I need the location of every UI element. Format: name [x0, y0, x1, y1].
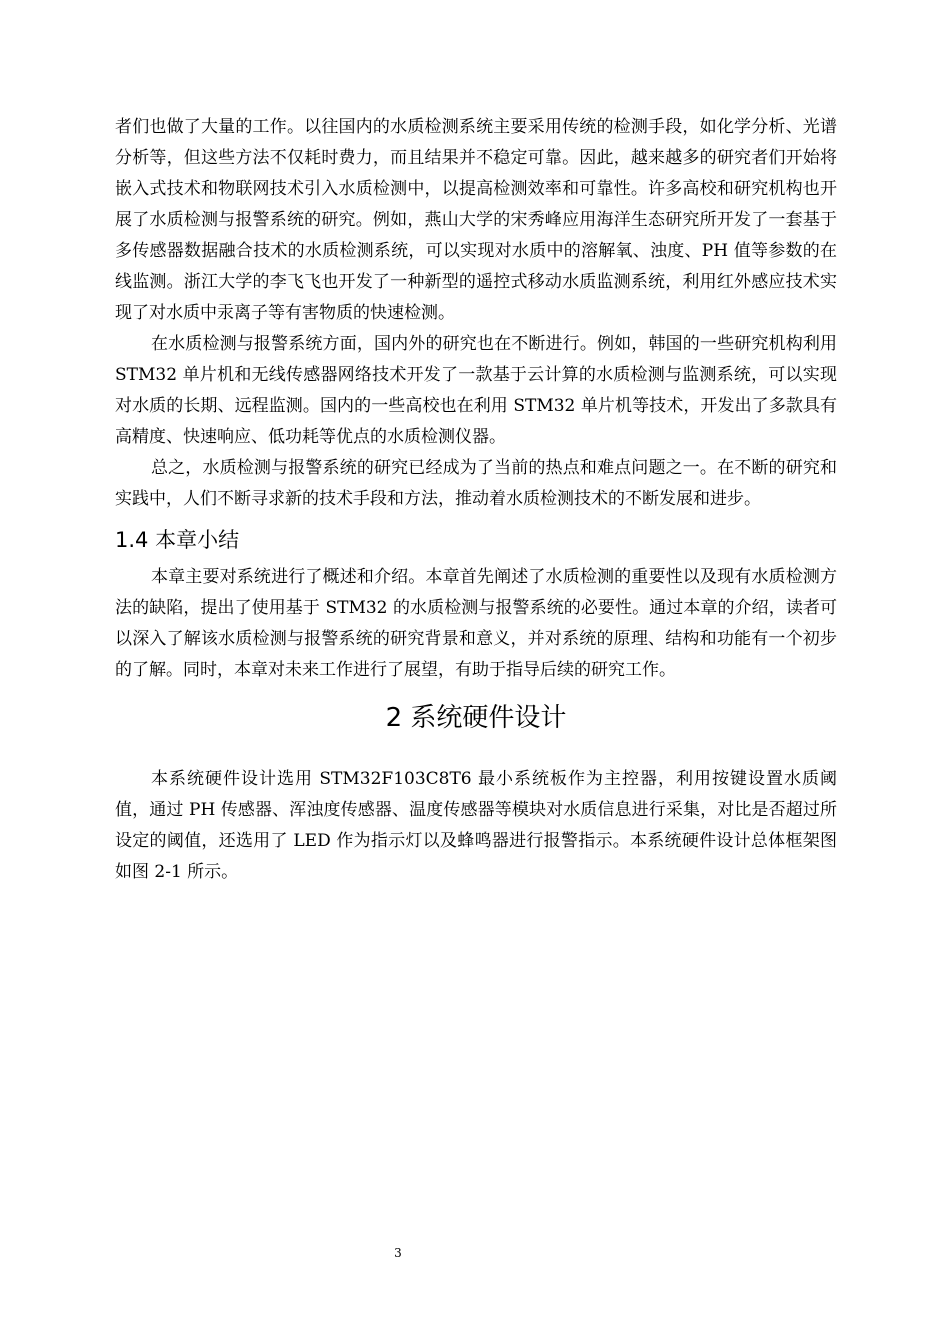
paragraph-chapter-summary: 本章主要对系统进行了概述和介绍。本章首先阐述了水质检测的重要性以及现有水质检测方法的缺陷，提出了使用基于 STM32 的水质检测与报警系统的必要性。通过本章的介绍，读者可以深入了解该水质检测与报警系统的研究背景和意义，并对系统的原理、结构和功能有一个初步的了解。同时，本章对未来工作进行了展望，有助于指导后续的研究工作。 [115, 567, 837, 680]
section-heading-1-4: 1.4 本章小结 [115, 528, 240, 552]
chapter-heading-2: 2 系统硬件设计 [385, 703, 567, 733]
page-content [115, 112, 837, 888]
paragraph-hardware-design: 本系统硬件设计选用 STM32F103C8T6 最小系统板作为主控器，利用按键设置水质阈值，通过 PH 传感器、浑浊度传感器、温度传感器等模块对水质信息进行采集，对比是否超过所设定的阈值，还选用了 LED 作为指示灯以及蜂鸣器进行报警指示。本系统硬件设计总体框架图如图 2-1 所示。 [115, 769, 837, 882]
paragraph-summary: 总之，水质检测与报警系统的研究已经成为了当前的热点和难点问题之一。在不断的研究和实践中，人们不断寻求新的技术手段和方法，推动着水质检测技术的不断发展和进步。 [115, 458, 837, 509]
page-number: 3 [394, 1246, 402, 1260]
paragraph-continued: 者们也做了大量的工作。以往国内的水质检测系统主要采用传统的检测手段，如化学分析、光谱分析等，但这些方法不仅耗时费力，而且结果并不稳定可靠。因此，越来越多的研究者们开始将嵌入式技术和物联网技术引入水质检测中，以提高检测效率和可靠性。许多高校和研究机构也开展了水质检测与报警系统的研究。例如，燕山大学的宋秀峰应用海洋生态研究所开发了一套基于多传感器数据融合技术的水质检测系统，可以实现对水质中的溶解氧、浊度、PH 值等参数的在线监测。浙江大学的李飞飞也开发了一种新型的遥控式移动水质监测系统，利用红外感应技术实现了对水质中汞离子等有害物质的快速检测。 [115, 117, 837, 323]
paragraph-research-status: 在水质检测与报警系统方面，国内外的研究也在不断进行。例如，韩国的一些研究机构利用 STM32 单片机和无线传感器网络技术开发了一款基于云计算的水质检测与监测系统，可以实现对水质的长期、远程监测。国内的一些高校也在利用 STM32 单片机等技术，开发出了多款具有高精度、快速响应、低功耗等优点的水质检测仪器。 [115, 334, 837, 447]
